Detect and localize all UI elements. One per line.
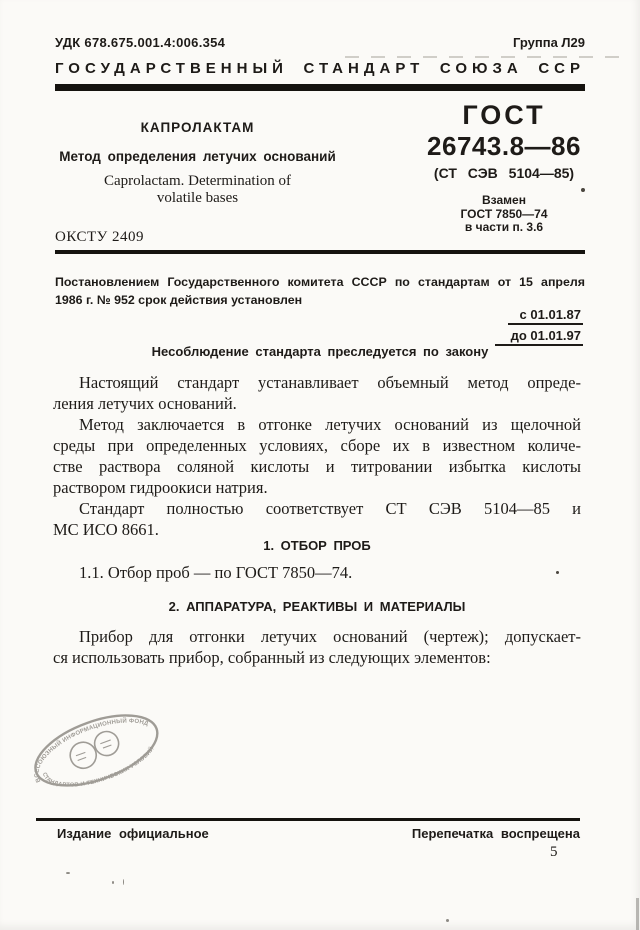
okstu-code: ОКСТУ 2409 — [55, 229, 145, 245]
no-reprint-note: Перепечатка воспрещена — [411, 826, 580, 841]
scan-speck — [446, 919, 449, 922]
scan-speck — [123, 879, 124, 885]
body-line: раствором гидроокиси натрия. — [53, 478, 268, 497]
body-line: Стандарт полностью соответствует СТ СЭВ 5104—85 и — [79, 499, 581, 518]
method-en-line-1: Caprolactam. Determination of — [103, 173, 292, 189]
valid-from-date: с 01.01.87 — [508, 307, 583, 325]
rule-footer — [36, 818, 580, 821]
decree-line-2: 1986 г. № 952 срок действия установлен — [55, 293, 303, 307]
stamp-text-bottom: СТАНДАРТОВ И ТЕХНИЧЕСКИХ УСЛОВИЙ — [40, 746, 156, 789]
designation-block — [420, 99, 588, 235]
group-code: Группа Л29 — [512, 35, 585, 50]
standard-method-title-en — [55, 173, 340, 207]
body-line: ления летучих оснований. — [53, 394, 237, 413]
validity-dates — [495, 307, 583, 349]
section-1-body — [53, 562, 581, 583]
gost-number: 26743.8—86 — [427, 131, 581, 161]
scan-speck — [556, 571, 559, 574]
body-line: 1.1. Отбор проб — по ГОСТ 7850—74. — [79, 563, 353, 582]
sev-reference: (СТ СЭВ 5104—85) — [433, 165, 575, 181]
body-line: стве раствора соляной кислоты и титровании избытка кислоты — [53, 457, 581, 476]
section-2-body — [53, 626, 581, 668]
standard-subject: КАПРОЛАКТАМ — [140, 120, 255, 135]
replaced-part: в части п. 3.6 — [464, 220, 544, 234]
body-line: МС ИСО 8661. — [53, 520, 159, 539]
replaces-label: Взамен — [482, 193, 526, 207]
body-line: Прибор для отгонки летучих оснований (чертеж); допускает- — [79, 627, 581, 646]
gost-label: ГОСТ — [462, 100, 546, 130]
body-line: ся использовать прибор, собранный из следующих элементов: — [53, 648, 491, 667]
stamp-text-top: ВСЕСОЮЗНЫЙ ИНФОРМАЦИОННЫЙ ФОНД — [34, 718, 150, 784]
scan-speck — [581, 188, 585, 192]
body-line: Метод заключается в отгонке летучих оснований из щелочной — [79, 415, 581, 434]
section-1-heading: 1. ОТБОР ПРОБ — [263, 538, 371, 553]
scan-smudge-artifact — [345, 56, 630, 58]
udk-code: УДК 678.675.001.4:006.354 — [55, 35, 226, 50]
body-line: среды при определенных условиях, сборе их в известном количе- — [53, 436, 581, 455]
official-edition-note: Издание официальное — [57, 826, 209, 841]
decree-line-1: Постановлением Государственного комитета СССР по стандартам от 15 апреля — [55, 275, 585, 289]
title-block — [55, 120, 340, 207]
law-notice: Несоблюдение стандарта преследуется по закону — [151, 344, 489, 359]
replaces-note — [420, 194, 588, 235]
scan-speck — [66, 872, 70, 874]
library-stamp — [12, 682, 184, 823]
rule-thick-top — [55, 84, 585, 91]
method-en-line-2: volatile bases — [156, 190, 239, 206]
standard-method-title-ru: Метод определения летучих оснований — [59, 149, 336, 164]
replaced-standard: ГОСТ 7850—74 — [460, 206, 548, 221]
decree-paragraph — [55, 273, 585, 309]
intro-paragraphs — [53, 372, 581, 540]
body-line: Настоящий стандарт устанавливает объемный метод опреде- — [79, 373, 581, 392]
scan-speck — [112, 881, 114, 884]
rule-thick-mid — [55, 250, 585, 254]
scan-edge-artifact — [636, 898, 639, 930]
section-2-heading: 2. АППАРАТУРА, РЕАКТИВЫ И МАТЕРИАЛЫ — [168, 599, 466, 614]
page-number: 5 — [550, 844, 558, 860]
org-header: ГОСУДАРСТВЕННЫЙ СТАНДАРТ СОЮЗА ССР — [55, 60, 585, 77]
valid-to-date: до 01.01.97 — [495, 328, 583, 346]
